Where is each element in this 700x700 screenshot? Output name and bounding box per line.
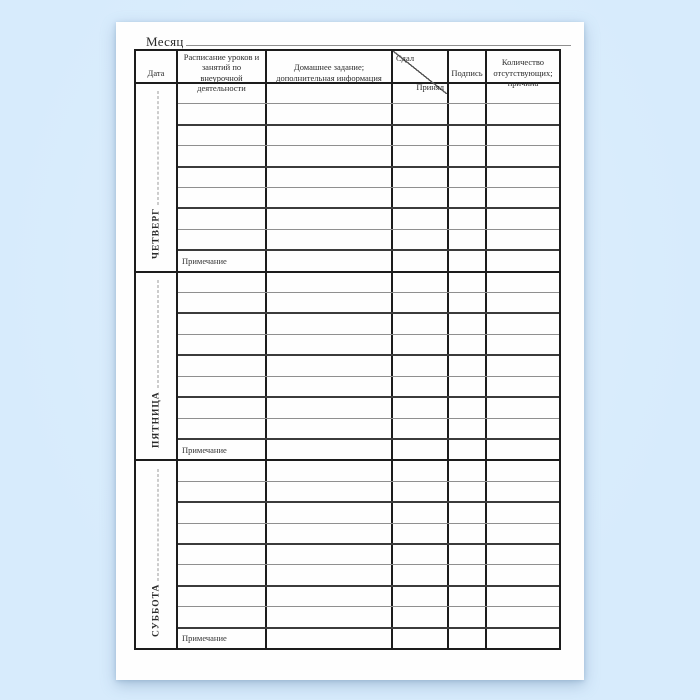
empty-cell [487,104,559,123]
table-row [178,335,559,356]
empty-cell [449,168,487,187]
empty-cell [487,398,559,417]
day-name: СУББОТА [151,583,162,637]
empty-cell [267,356,393,375]
section-rows [178,461,559,648]
day-section [136,273,559,462]
submitted-label: Сдал [396,53,415,63]
day-column-cell [136,84,178,271]
empty-cell [267,587,393,606]
month-label: Месяц [146,34,184,49]
empty-cell [487,356,559,375]
empty-cell [449,251,487,270]
header-cell-homework: Домашнее задание; дополнительная информация [267,51,393,94]
section-rows [178,273,559,460]
empty-cell [393,440,449,459]
empty-cell [487,335,559,354]
empty-cell [178,461,267,480]
note-row [178,629,559,648]
empty-cell [449,293,487,312]
empty-cell [393,377,449,396]
empty-cell [178,356,267,375]
empty-cell [449,587,487,606]
note-label-cell: Примечание [178,629,267,648]
table-row [178,524,559,545]
empty-cell [487,587,559,606]
journal-table [134,49,561,650]
empty-cell [449,607,487,626]
empty-cell [267,629,393,648]
month-fill-line [186,34,571,46]
empty-cell [393,273,449,292]
note-row [178,251,559,270]
day-rotated-label [149,277,164,455]
empty-cell [267,126,393,145]
table-row [178,503,559,523]
empty-cell [449,230,487,249]
empty-cell [449,419,487,438]
empty-cell [178,419,267,438]
empty-cell [487,419,559,438]
empty-cell [393,545,449,564]
table-row [178,565,559,586]
empty-cell [267,461,393,480]
empty-cell [178,230,267,249]
table-row [178,188,559,209]
header-cell-absentees: Количество отсутствующих; причина [493,57,553,88]
empty-cell [487,524,559,543]
empty-cell [449,503,487,522]
empty-cell [487,126,559,145]
table-row [178,146,559,167]
empty-cell [449,335,487,354]
empty-cell [267,440,393,459]
empty-cell [393,398,449,417]
empty-cell [449,629,487,648]
empty-cell [487,607,559,626]
empty-cell [449,461,487,480]
empty-cell [178,482,267,501]
empty-cell [487,377,559,396]
empty-cell [487,503,559,522]
empty-cell [487,440,559,459]
empty-cell [178,587,267,606]
empty-cell [267,503,393,522]
empty-cell [487,461,559,480]
empty-cell [393,314,449,333]
empty-cell [449,356,487,375]
day-section [136,84,559,273]
table-row [178,168,559,188]
empty-cell [178,209,267,228]
header-cell-date: Дата [136,51,178,94]
empty-cell [178,146,267,165]
accepted-label: Принял [416,82,444,93]
empty-cell [393,629,449,648]
empty-cell [267,273,393,292]
table-row [178,377,559,398]
empty-cell [393,126,449,145]
empty-cell [449,146,487,165]
empty-cell [267,188,393,207]
empty-cell [449,209,487,228]
day-date-dashed-line [149,469,159,581]
empty-cell [393,587,449,606]
empty-cell [267,230,393,249]
empty-cell [449,398,487,417]
empty-cell [449,188,487,207]
header-cell-signature: Подпись [449,51,487,94]
empty-cell [178,293,267,312]
empty-cell [178,335,267,354]
empty-cell [267,104,393,123]
day-section [136,461,559,648]
empty-cell [178,524,267,543]
empty-cell [267,251,393,270]
table-row [178,356,559,376]
empty-cell [487,482,559,501]
empty-cell [393,209,449,228]
empty-cell [267,607,393,626]
empty-cell [449,314,487,333]
empty-cell [449,84,487,103]
empty-cell [267,168,393,187]
empty-cell [393,524,449,543]
empty-cell [267,524,393,543]
table-row [178,104,559,125]
table-row [178,230,559,251]
day-name: ПЯТНИЦА [151,391,162,448]
section-rows [178,84,559,271]
empty-cell [487,565,559,584]
day-date-dashed-line [149,91,159,205]
empty-cell [393,293,449,312]
empty-cell [267,146,393,165]
empty-cell [178,273,267,292]
empty-cell [267,419,393,438]
empty-cell [487,273,559,292]
empty-cell [267,545,393,564]
empty-cell [393,230,449,249]
empty-cell [487,209,559,228]
empty-cell [393,503,449,522]
table-row [178,482,559,503]
empty-cell [178,503,267,522]
table-row [178,587,559,607]
empty-cell [178,607,267,626]
day-rotated-label [149,466,164,644]
empty-cell [487,545,559,564]
empty-cell [178,168,267,187]
empty-cell [393,168,449,187]
empty-cell [178,126,267,145]
empty-cell [393,335,449,354]
empty-cell [393,565,449,584]
empty-cell [393,461,449,480]
header-cell-submitted-accepted [393,51,449,94]
empty-cell [267,482,393,501]
table-row [178,314,559,334]
day-rotated-label [149,88,164,266]
empty-cell [178,545,267,564]
empty-cell [487,168,559,187]
day-column-cell [136,273,178,460]
empty-cell [449,377,487,396]
empty-cell [487,84,559,103]
empty-cell [393,356,449,375]
empty-cell [487,293,559,312]
empty-cell [267,377,393,396]
empty-cell [449,565,487,584]
empty-cell [267,314,393,333]
empty-cell [449,104,487,123]
journal-page [116,22,584,680]
day-column-cell [136,461,178,648]
day-name: ЧЕТВЕРГ [151,208,162,260]
empty-cell [449,440,487,459]
empty-cell [449,126,487,145]
note-label-cell: Примечание [178,251,267,270]
empty-cell [393,482,449,501]
empty-cell [267,335,393,354]
empty-cell [449,273,487,292]
empty-cell [487,251,559,270]
header-cell-schedule: Расписание уроков и занятий по внеурочной деятельности [178,51,267,94]
empty-cell [393,607,449,626]
empty-cell [393,188,449,207]
empty-cell [487,146,559,165]
table-row [178,398,559,418]
table-header-row [136,51,559,94]
empty-cell [178,84,267,103]
empty-cell [267,398,393,417]
empty-cell [449,545,487,564]
table-row [178,461,559,481]
empty-cell [487,230,559,249]
table-row [178,607,559,628]
note-row [178,440,559,459]
empty-cell [449,524,487,543]
empty-cell [178,398,267,417]
table-row [178,293,559,314]
table-row [178,209,559,229]
day-date-dashed-line [149,280,159,388]
empty-cell [267,565,393,584]
empty-cell [178,104,267,123]
empty-cell [267,209,393,228]
empty-cell [178,565,267,584]
empty-cell [393,251,449,270]
table-row [178,273,559,293]
note-label-cell: Примечание [178,440,267,459]
empty-cell [178,377,267,396]
empty-cell [178,314,267,333]
table-row [178,545,559,565]
empty-cell [393,419,449,438]
empty-cell [449,482,487,501]
empty-cell [487,629,559,648]
table-row [178,126,559,146]
table-row [178,84,559,104]
empty-cell [393,146,449,165]
empty-cell [267,293,393,312]
empty-cell [487,188,559,207]
table-row [178,419,559,440]
empty-cell [393,104,449,123]
empty-cell [487,314,559,333]
empty-cell [178,188,267,207]
empty-cell [267,84,393,103]
